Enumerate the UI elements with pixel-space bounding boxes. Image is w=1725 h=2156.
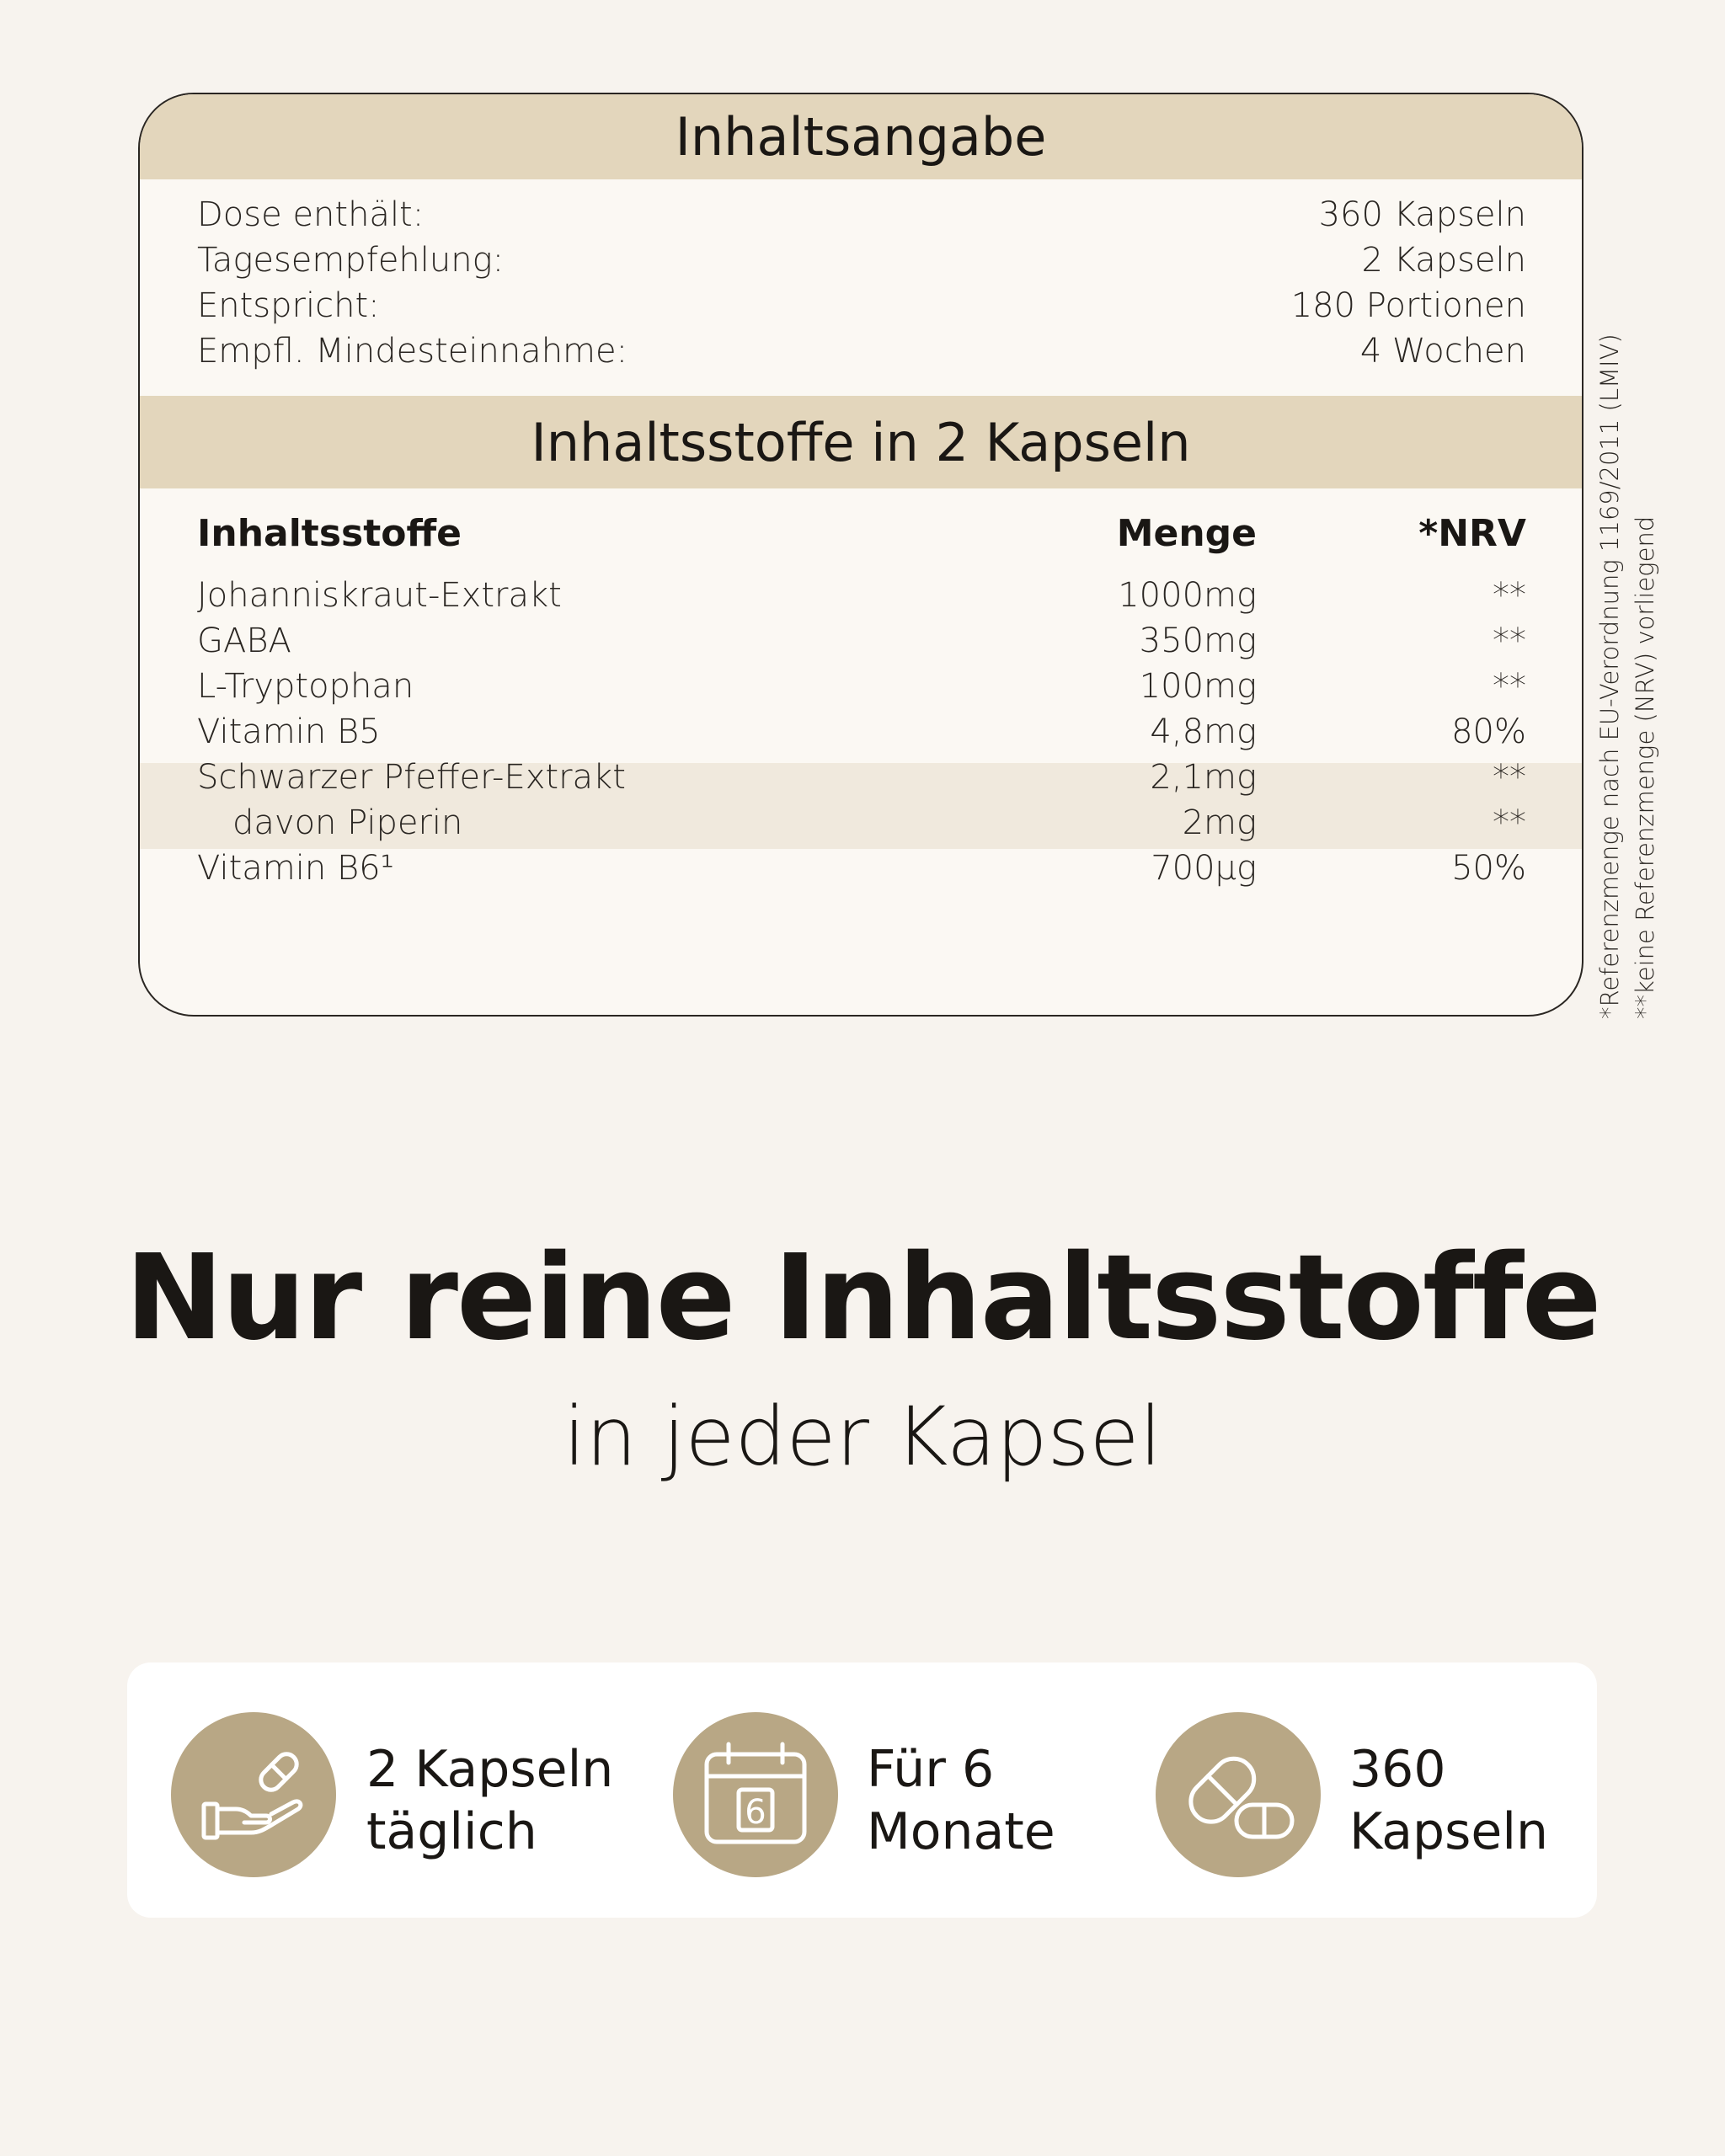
hand-capsule-icon (171, 1712, 336, 1877)
summary-row: Tagesempfehlung: 2 Kapseln (197, 241, 1526, 280)
table-title: Inhaltsangabe (140, 94, 1582, 179)
feature-line: täglich (366, 1802, 537, 1861)
summary-row: Empfl. Mindesteinnahme: 4 Wochen (197, 332, 1526, 371)
table-header-row (140, 512, 1582, 558)
feature-line: 2 Kapseln (366, 1740, 614, 1799)
footnote-no-nrv: **keine Referenzmenge (NRV) vorliegend (1631, 515, 1659, 1019)
table-row: L-Tryptophan 100mg ** (197, 667, 1526, 706)
capsules-icon (1156, 1712, 1321, 1877)
summary-row: Entspricht: 180 Portionen (197, 286, 1526, 325)
column-header-nrv: *NRV (1418, 512, 1526, 555)
column-header-amount: Menge (1116, 512, 1257, 555)
feature-duration (673, 1662, 1111, 1918)
table-row: Vitamin B6¹ 700µg 50% (197, 849, 1526, 888)
calendar-number: 6 (745, 1793, 766, 1832)
feature-daily-dose (171, 1662, 643, 1918)
feature-line: Kapseln (1349, 1802, 1549, 1861)
feature-line: Monate (867, 1802, 1055, 1861)
headline: Nur reine Inhaltsstoffe (125, 1230, 1600, 1367)
table-row: Vitamin B5 4,8mg 80% (197, 712, 1526, 751)
subheadline: in jeder Kapsel (563, 1390, 1162, 1484)
feature-capsule-count (1156, 1662, 1577, 1918)
calendar-icon (673, 1712, 838, 1877)
feature-line: 360 (1349, 1740, 1446, 1799)
feature-line: Für 6 (867, 1740, 995, 1799)
table-subtitle: Inhaltsstoffe in 2 Kapseln (140, 396, 1582, 488)
summary-row: Dose enthält: 360 Kapseln (197, 195, 1526, 234)
table-row: Schwarzer Pfeffer-Extrakt 2,1mg ** (140, 763, 1582, 808)
column-header-name: Inhaltsstoffe (197, 512, 462, 555)
nutrition-table (138, 93, 1583, 1017)
table-row: davon Piperin 2mg ** (140, 808, 1582, 849)
footnote-nrv-reference: *Referenzmenge nach EU-Verordnung 1169/2011 (LMIV) (1595, 334, 1624, 1019)
table-row: Johanniskraut-Extrakt 1000mg ** (197, 576, 1526, 615)
table-row: GABA 350mg ** (197, 622, 1526, 660)
feature-bar (127, 1662, 1597, 1918)
